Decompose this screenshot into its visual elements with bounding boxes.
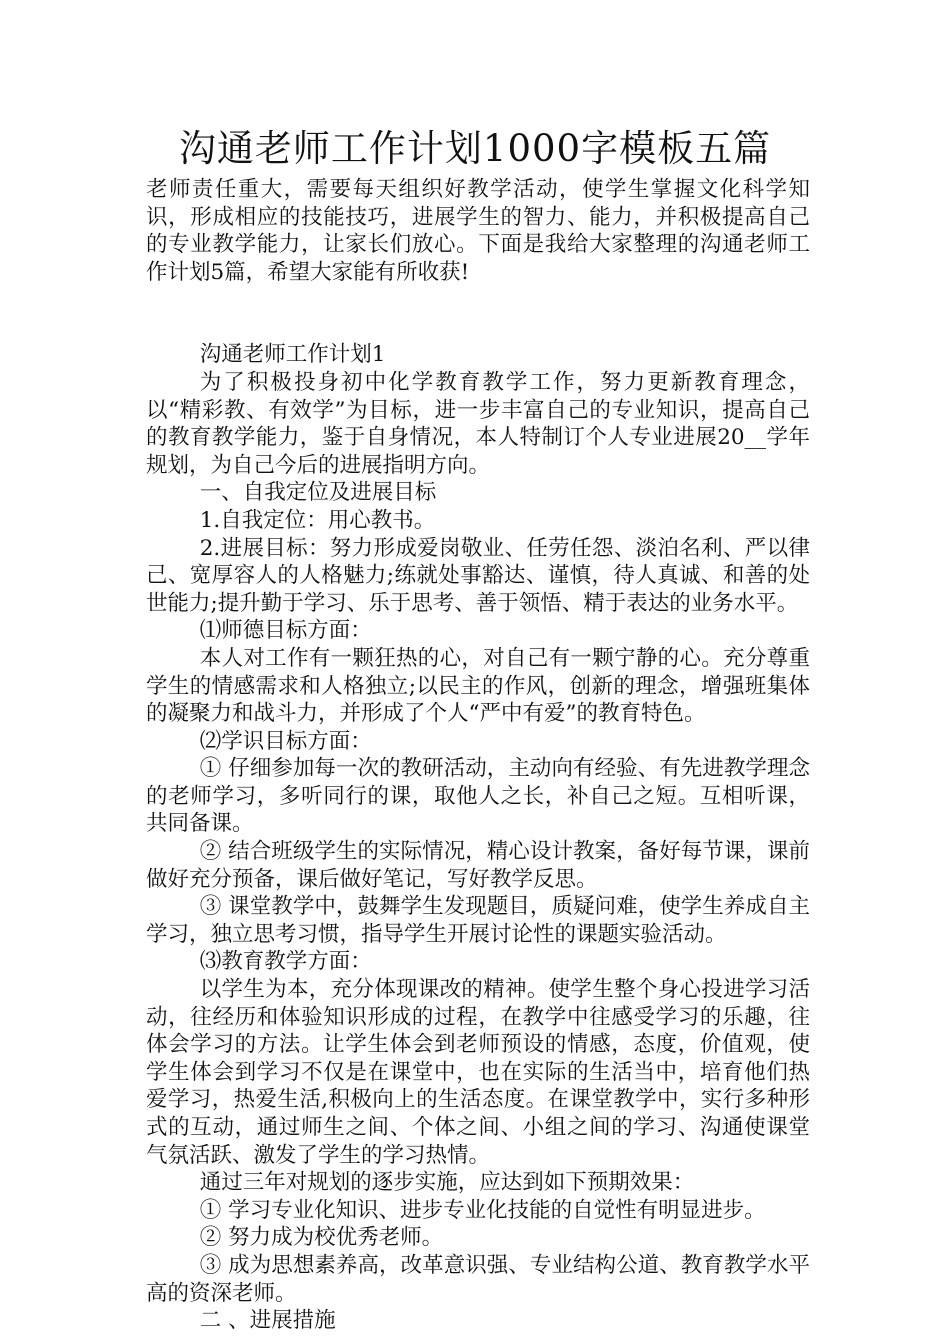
list-item: ② 结合班级学生的实际情况，精心设计教案，备好每节课，课前做好充分预备，课后做好笔记，写好教学反思。 bbox=[146, 839, 810, 892]
paragraph-gap bbox=[146, 286, 810, 341]
document-body bbox=[146, 176, 810, 1335]
list-item: ③ 课堂教学中，鼓舞学生发现题目，质疑问难，使学生养成自主学习，独立思考习惯，指导学生开展讨论性的课题实验活动。 bbox=[146, 894, 810, 947]
subsection-heading: ⑴师德目标方面： bbox=[199, 618, 372, 644]
subsection-heading: ⑶教育教学方面： bbox=[199, 949, 372, 975]
body-paragraph: 通过三年对规划的逐步实施，应达到如下预期效果： bbox=[199, 1170, 695, 1196]
section-heading: 二 、进展措施 bbox=[199, 1308, 336, 1334]
intro-paragraph: 老师责任重大，需要每天组织好教学活动，使学生掌握文化科学知识，形成相应的技能技巧，进展学生的智力、能力，并积极提高自己的专业教学能力，让家长们放心。下面是我给大家整理的沟通老师工作计划5篇，希望大家能有所收获! bbox=[146, 177, 810, 285]
subsection-heading: ⑵学识目标方面： bbox=[199, 728, 372, 754]
list-item: ③ 成为思想素养高，改革意识强、专业结构公道、教育教学水平高的资深老师。 bbox=[146, 1252, 810, 1306]
list-item: ① 仔细参加每一次的教研活动，主动向有经验、有先进教学理念的老师学习，多听同行的课，取他人之长，补自己之短。互相听课，共同备课。 bbox=[146, 756, 810, 837]
body-paragraph: 本人对工作有一颗狂热的心，对自己有一颗宁静的心。充分尊重学生的情感需求和人格独立;以民主的作风，创新的理念，增强班集体的凝聚力和战斗力，并形成了个人“严中有爱”的教育特色。 bbox=[146, 645, 810, 727]
list-item: ① 学习专业化知识、进步专业化技能的自觉性有明显进步。 bbox=[199, 1197, 766, 1223]
body-paragraph: 以学生为本，充分体现课改的精神。使学生整个身心投进学习活动，往经历和体验知识形成的过程，在教学中往感受学习的乐趣，往体会学习的方法。让学生体会到老师预设的情感，态度，价值观，使学生体会到学习不仅是在课堂中，也在实际的生活当中，培育他们热爱学习，热爱生活,积极向上的生活态度。在课堂教学中，实行多种形式的互动，通过师生之间、个体之间、小组之间的学习、沟通使课堂气氛活跃、激发了学生的学习热情。 bbox=[146, 977, 810, 1168]
list-item: ② 努力成为校优秀老师。 bbox=[199, 1225, 444, 1251]
section-heading: 沟通老师工作计划1 bbox=[199, 342, 386, 368]
body-paragraph: 1.自我定位：用心教书。 bbox=[199, 507, 436, 533]
body-paragraph: 2.进展目标：努力形成爱岗敬业、任劳任怨、淡泊名利、严以律己、宽厚容人的人格魅力;练就处事豁达、谨慎，待人真诚、和善的处世能力;提升勤于学习、乐于思考、善于领悟、精于表达的业务水平。 bbox=[146, 535, 810, 616]
body-paragraph: 为了积极投身初中化学教育教学工作，努力更新教育理念，以“精彩教、有效学”为目标，进一步丰富自己的专业知识，提高自己的教育教学能力，鉴于自身情况，本人特制订个人专业进展20__学年规划，为自己今后的进展指明方向。 bbox=[146, 369, 810, 478]
document-title: 沟通老师工作计划1000字模板五篇 bbox=[178, 127, 772, 170]
subsection-heading: 一、自我定位及进展目标 bbox=[199, 480, 437, 506]
